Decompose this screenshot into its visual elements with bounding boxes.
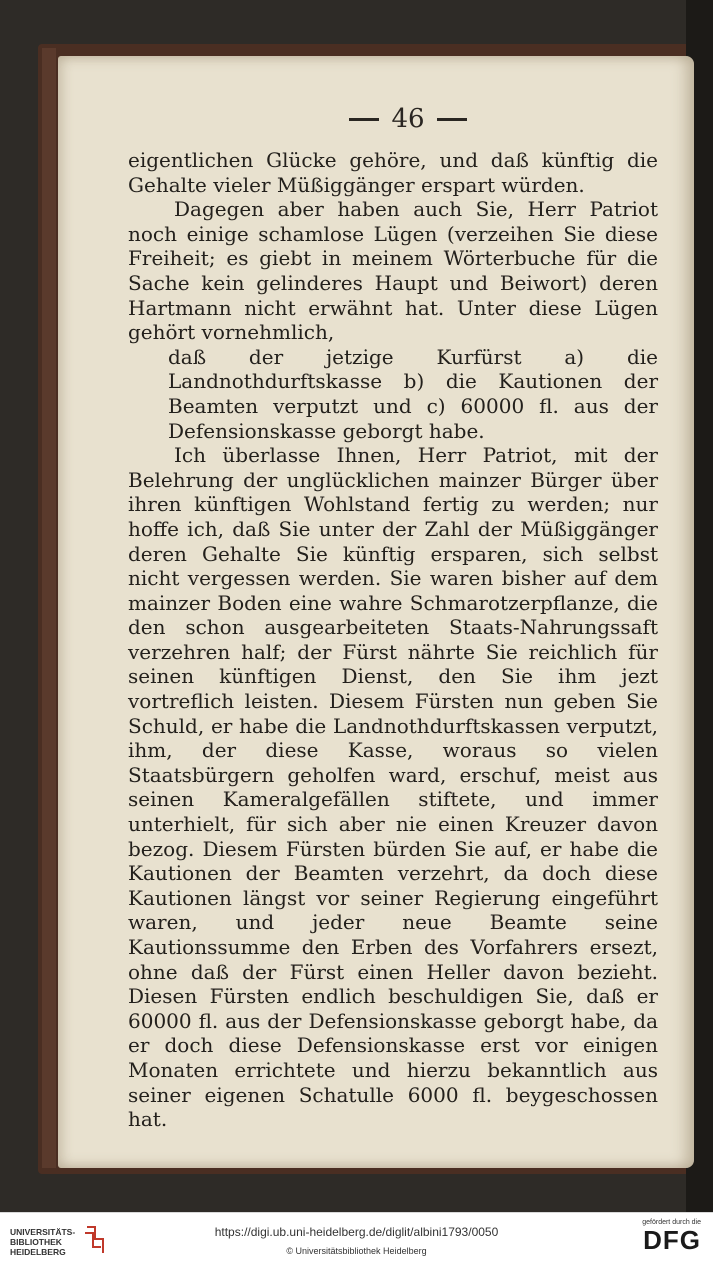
funder-caption: gefördert durch die (642, 1219, 701, 1226)
copyright-text: © Universitätsbibliothek Heidelberg (286, 1246, 427, 1256)
library-name-line: HEIDELBERG (10, 1247, 66, 1257)
funder-name: DFG (643, 1225, 701, 1255)
page-header (158, 94, 658, 144)
book-page (58, 56, 694, 1168)
source-url-link[interactable]: https://digi.ub.uni-heidelberg.de/diglit/albini1793/0050 (214, 1225, 499, 1239)
dfg-logo[interactable] (642, 1219, 701, 1254)
body-text (128, 148, 658, 1132)
quoted-paragraph: daß der jetzige Kurfürst a) die Landnothdurftskasse b) die Kautionen der Beamten verputzt und c) 60000 fl. aus der Defensionskasse geborgt habe. (168, 344, 658, 443)
header-dash-right (437, 118, 467, 121)
paragraph: Dagegen aber haben auch Sie, Herr Patriot noch einige schamlose Lügen (verzeihen Sie diese Freiheit; es giebt in meinem Wörterbuche für die Sache kein gelinderes Haupt und Beiwort) deren Hartmann nicht erwähnt hat. Unter diese Lügen gehört vornehmlich, (128, 197, 658, 345)
viewer-footer (0, 1212, 713, 1265)
library-name-line: BIBLIOTHEK (10, 1237, 62, 1247)
page-content (128, 94, 658, 1132)
paragraph: Ich überlasse Ihnen, Herr Patriot, mit der Belehrung der unglücklichen mainzer Bürger über ihren künftigen Wohlstand fertig zu werden; nur hoffe ich, daß Sie unter der Zahl der Müßiggänger deren Gehalte Sie künftig ersparen, sich selbst nicht vergessen werden. Sie waren bisher auf dem mainzer Boden eine wahre Schmarotzerpflanze, die den schon ausgearbeiteten Staats-Nahrungssaft verzehren half; der Fürst nährte Sie reichlich für seinen künftigen Dienst, den Sie ihm jezt vortreflich leisten. Diesem Fürsten nun geben Sie Schuld, er habe die Landnothdurftskassen verputzt, ihm, der diese Kasse, woraus so vielen Staatsbürgern geholfen ward, erschuf, meist aus seinen Kameralgefällen stiftete, und immer unterhielt, für sich aber nie einen Kreuzer davon bezog. Diesem Fürsten bürden Sie auf, er habe die Kautionen der Beamten verzehrt, da doch diese Kautionen längst vor seiner Regierung eingeführt waren, und jeder neue Beamte seine Kautionssumme den Erben des Vorfahrers ersezt, ohne daß der Fürst einen Heller davon bezieht. Diesen Fürsten endlich beschuldigen Sie, daß er 60000 fl. aus der Defensionskasse geborgt habe, da er doch diese Defensionskasse erst vor einigen Monaten errichtete und hierzu bekanntlich aus seiner eigenen Schatulle 6000 fl. beygeschossen hat. (128, 443, 658, 1132)
header-dash-left (349, 118, 379, 121)
paragraph: eigentlichen Glücke gehöre, und daß künftig die Gehalte vieler Müßiggänger erspart würden. (128, 148, 658, 197)
book-spine-edge (42, 48, 56, 1168)
library-name-line: UNIVERSITÄTS- (10, 1227, 76, 1237)
page-number: 46 (391, 104, 425, 134)
